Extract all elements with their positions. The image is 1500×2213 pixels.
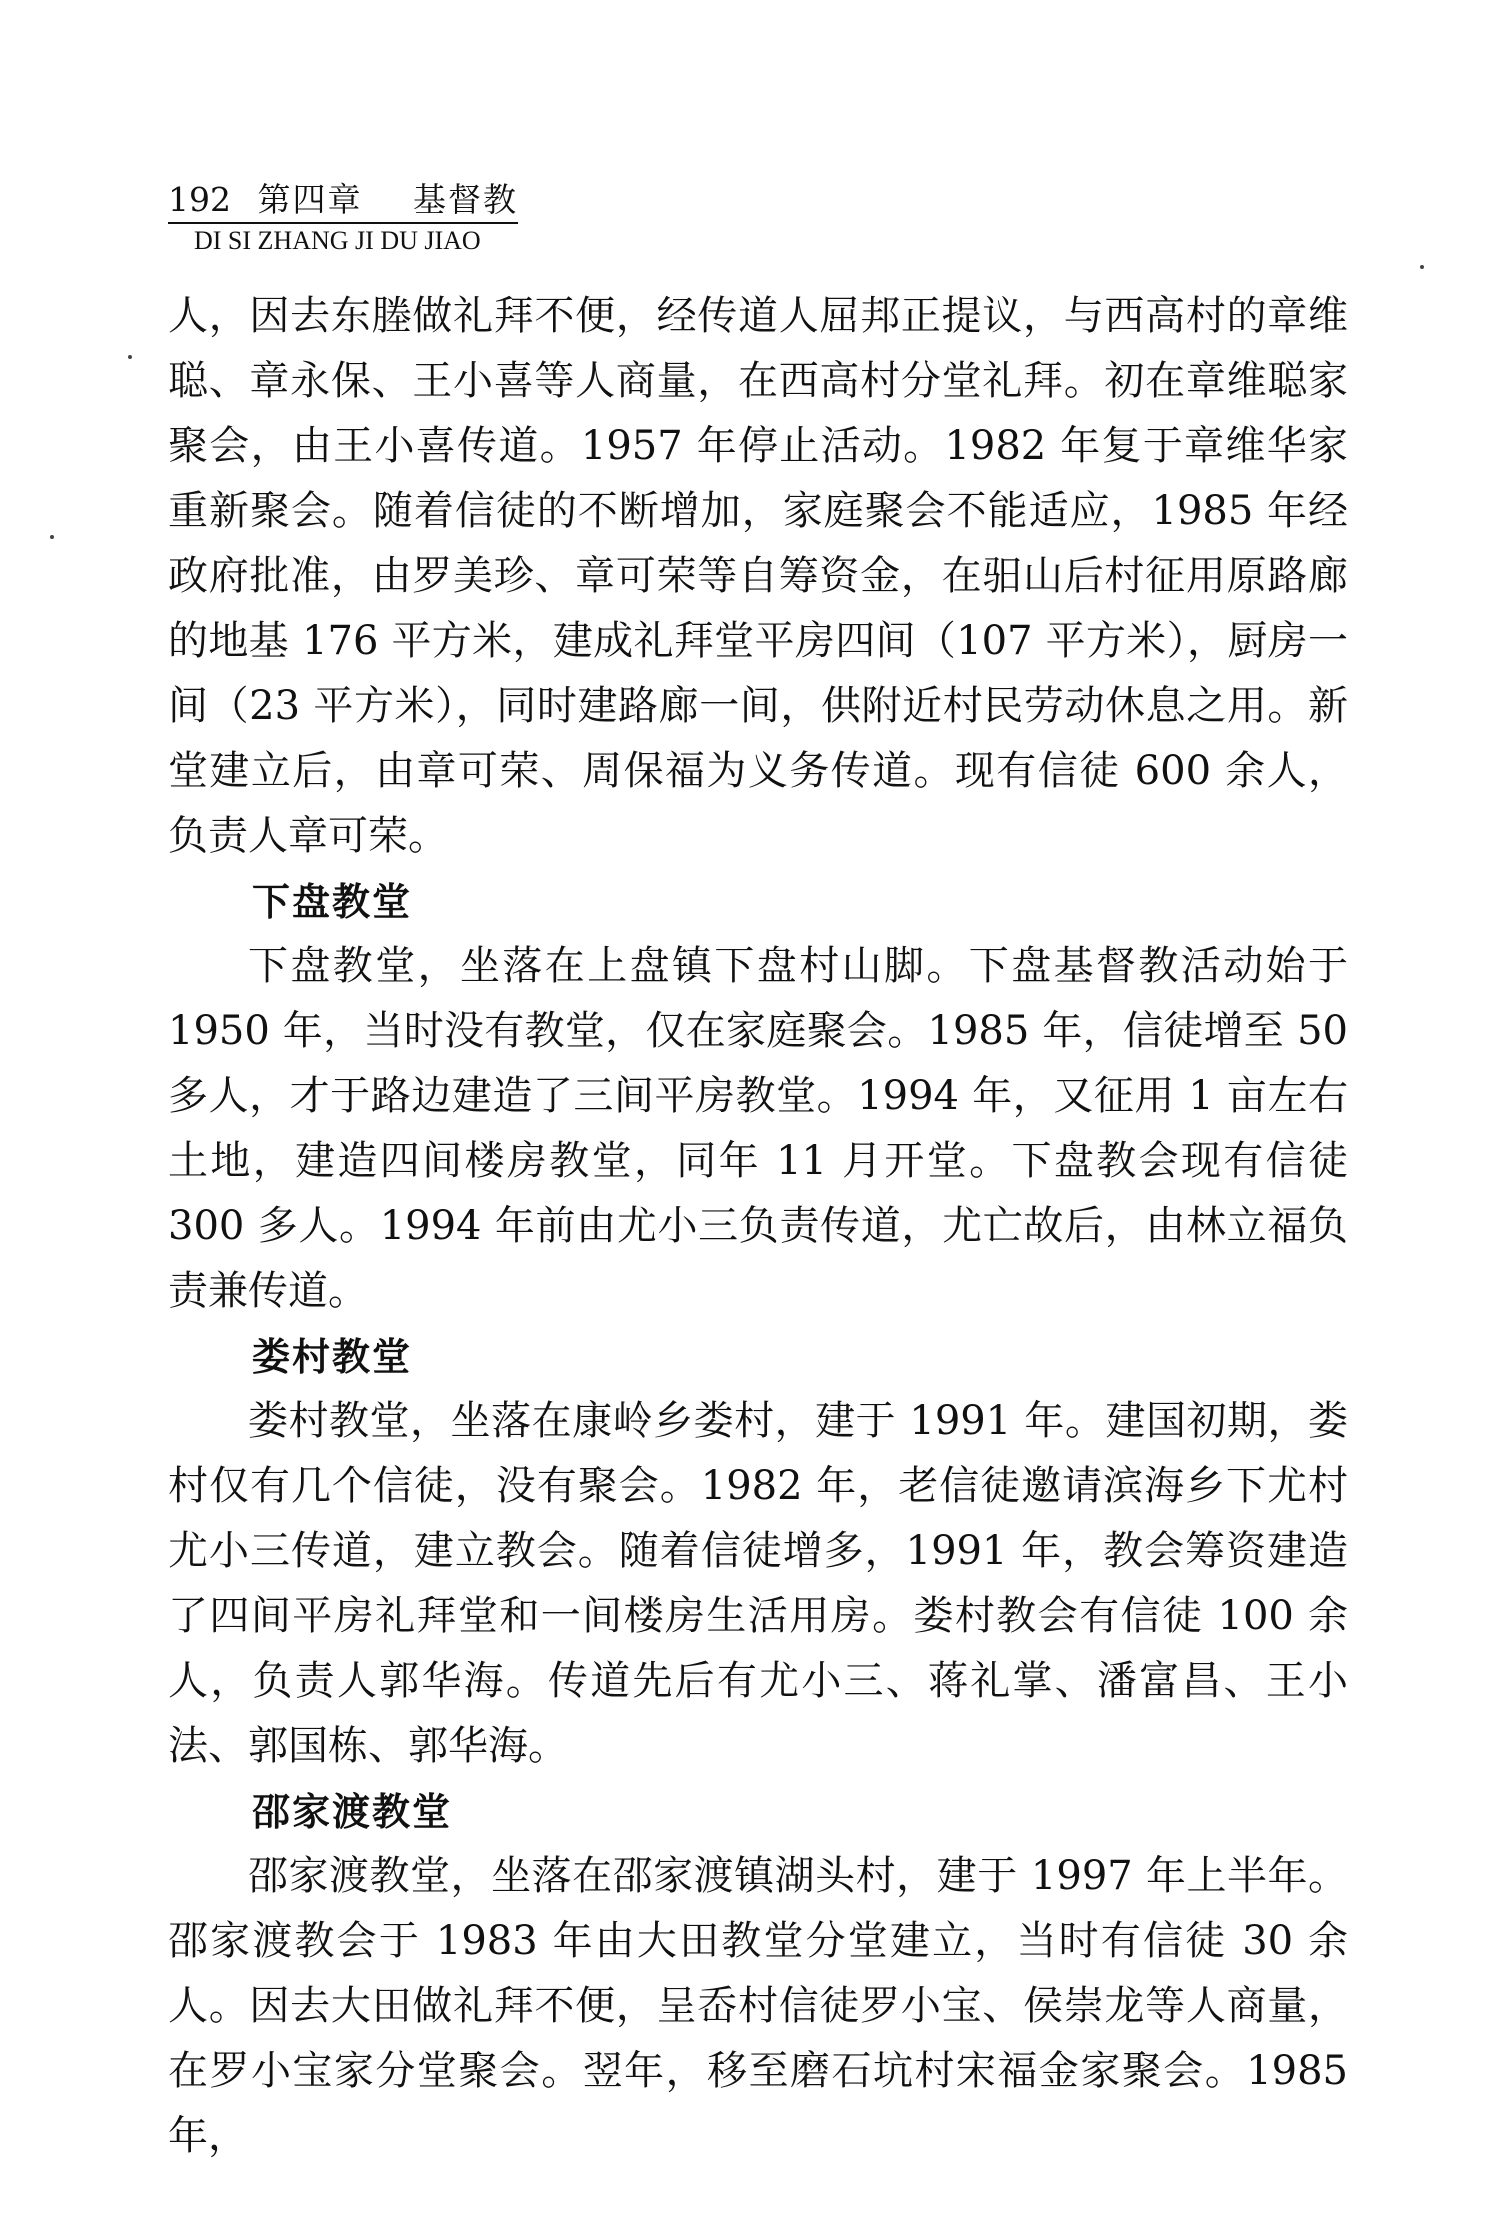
scan-speck — [50, 535, 54, 539]
paragraph-loucun: 娄村教堂，坐落在康岭乡娄村，建于 1991 年。建国初期，娄村仅有几个信徒，没有聚会。1982 年，老信徒邀请滨海乡下尤村尤小三传道，建立教会。随着信徒增多，1991 年，教会筹资建造了四间平房礼拜堂和一间楼房生活用房。娄村教会有信徒 100 余人，负责人郭华海。传道先后有尤小三、蒋礼掌、潘富昌、王小法、郭国栋、郭华海。 — [168, 1398, 1348, 1769]
chapter-label: 第四章 — [257, 180, 363, 219]
running-head-title — [168, 180, 518, 224]
running-head-pinyin: DI SI ZHANG JI DU JIAO — [194, 226, 481, 255]
paragraph-continued: 人，因去东塍做礼拜不便，经传道人屈邦正提议，与西高村的章维聪、章永保、王小喜等人商量，在西高村分堂礼拜。初在章维聪家聚会，由王小喜传道。1957 年停止活动。1982 年复于章维华家重新聚会。随着信徒的不断增加，家庭聚会不能适应，1985 年经政府批准，由罗美珍、章可荣等自筹资金，在驲山后村征用原路廊的地基 176 平方米，建成礼拜堂平房四间（107 平方米），厨房一间（23 平方米），同时建路廊一间，供附近村民劳动休息之用。新堂建立后，由章可荣、周保福为义务传道。现有信徒 600 余人，负责人章可荣。 — [168, 293, 1348, 859]
scan-speck — [128, 355, 132, 359]
section-label: 基督教 — [413, 180, 518, 219]
page-number: 192 — [168, 180, 231, 219]
running-head — [168, 180, 518, 256]
section-heading-xiapan: 下盘教堂 — [252, 879, 413, 924]
page-body — [168, 284, 1348, 2169]
section-heading-shaojiadu: 邵家渡教堂 — [252, 1789, 453, 1834]
paragraph-xiapan: 下盘教堂，坐落在上盘镇下盘村山脚。下盘基督教活动始于 1950 年，当时没有教堂，仅在家庭聚会。1985 年，信徒增至 50 多人，才于路边建造了三间平房教堂。1994 年，又征用 1 亩左右土地，建造四间楼房教堂，同年 11 月开堂。下盘教会现有信徒 300 多人。1994 年前由尤小三负责传道，尤亡故后，由林立福负责兼传道。 — [168, 943, 1348, 1314]
section-heading-loucun: 娄村教堂 — [252, 1334, 413, 1379]
scan-speck — [1420, 265, 1424, 269]
paragraph-shaojiadu: 邵家渡教堂，坐落在邵家渡镇湖头村，建于 1997 年上半年。邵家渡教会于 1983 年由大田教堂分堂建立，当时有信徒 30 余人。因去大田做礼拜不便，呈岙村信徒罗小宝、侯崇龙等人商量，在罗小宝家分堂聚会。翌年，移至磨石坑村宋福金家聚会。1985 年， — [168, 1853, 1348, 2159]
